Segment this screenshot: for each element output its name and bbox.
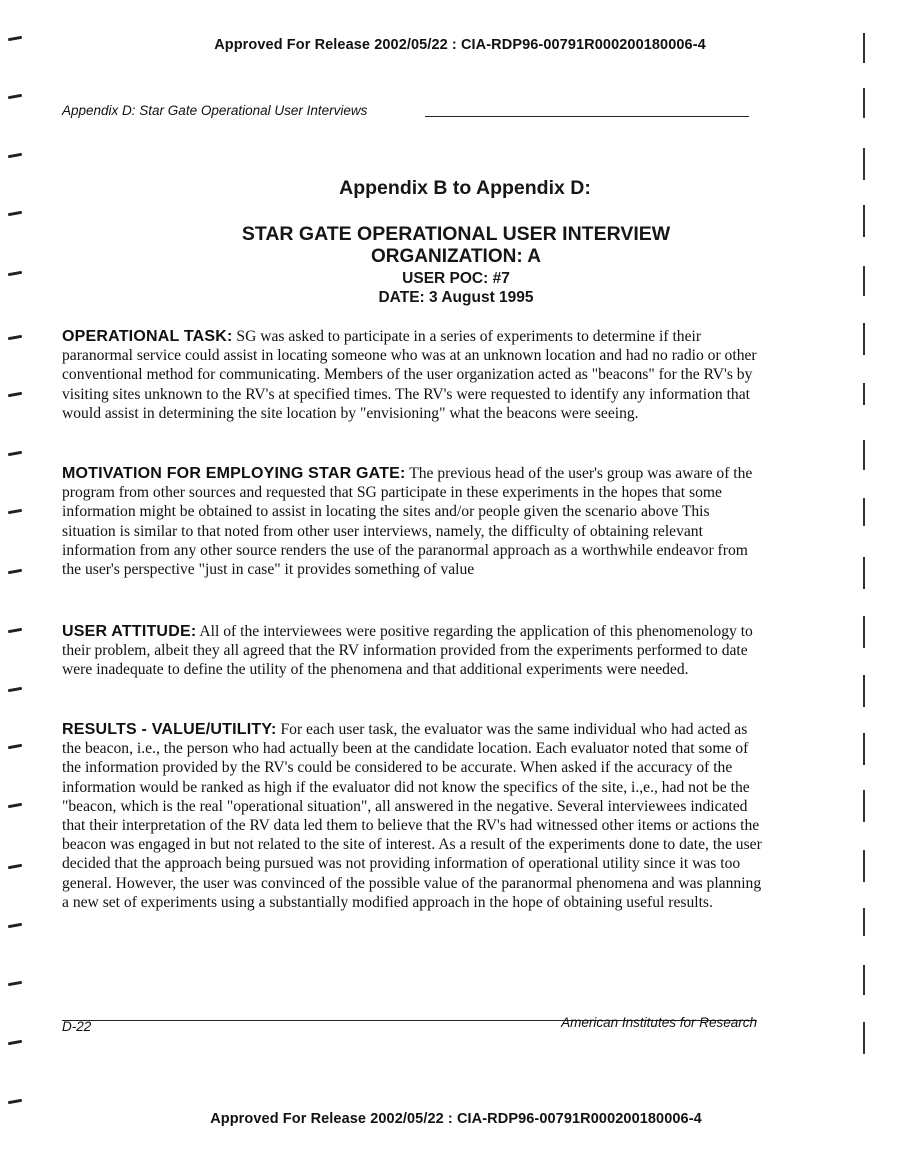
section-user-attitude (62, 622, 762, 680)
user-poc-line: USER POC: #7 (402, 270, 510, 287)
scan-mark (8, 744, 22, 749)
scan-mark (863, 557, 865, 589)
scan-mark (863, 1022, 865, 1054)
scan-mark (863, 440, 865, 470)
section-label: OPERATIONAL TASK: (62, 328, 233, 345)
scan-mark (863, 616, 865, 648)
scan-mark (8, 803, 22, 808)
scan-mark (863, 850, 865, 882)
scan-mark (8, 451, 22, 456)
date-line: DATE: 3 August 1995 (378, 289, 534, 306)
scan-mark (863, 148, 865, 180)
section-text: SG was asked to participate in a series of experiments to determine if their paranormal service could assist in locating someone who was at an unknown location and had no radio or other conventional method for communicating. Members of the user organization acted as "beacons" for the RV's by visiting sites unknown to the RV's at specified times. The RV's were requested to identify any information that would assist in determining the site location by "envisioning" what the beacons were seeing. (62, 328, 757, 422)
section-motivation (62, 464, 762, 579)
scan-mark (8, 1099, 22, 1104)
scan-mark (8, 94, 22, 99)
scan-mark (863, 675, 865, 707)
footer-organization: American Institutes for Research (561, 1015, 757, 1030)
section-operational-task (62, 327, 762, 423)
scan-mark (863, 965, 865, 995)
section-label: USER ATTITUDE: (62, 623, 197, 640)
scan-mark (8, 569, 22, 574)
appendix-title: Appendix B to Appendix D: (339, 177, 591, 199)
scan-mark (8, 509, 22, 514)
scan-mark (863, 733, 865, 765)
organization-line: ORGANIZATION: A (371, 246, 541, 267)
scan-mark (863, 498, 865, 526)
scan-mark (8, 864, 22, 869)
section-text: For each user task, the evaluator was the same individual who had acted as the beacon, i.e., the person who had actually been at the candidate location. Each evaluator noted that some of the information provided by the RV's could be considered to be accurate. When asked if the accuracy of the information would be ranked as high if the evaluator did not know the specifics of the site, i.,e., had not be the "beacon, which is the real "operational situation", all answered in the negative. Several interviewees indicated that their interpretation of the RV data led them to believe that the RV's had witnessed other items or actions the beacon was engaged in but not related to the site of interest. As a result of the experiments done to date, the user decided that the approach being pursued was not providing information of operational utility since it was too general. However, the user was convinced of the possible value of the paranormal phenomena and was planning a new set of experiments using a substantially modified approach in the hope of obtaining useful results. (62, 721, 762, 911)
running-head: Appendix D: Star Gate Operational User Interviews (62, 103, 368, 118)
scan-mark (8, 687, 22, 692)
scan-mark (8, 923, 22, 928)
scan-mark (8, 153, 22, 158)
interview-title: STAR GATE OPERATIONAL USER INTERVIEW (241, 223, 671, 245)
scan-mark (863, 323, 865, 355)
page-number: D-22 (62, 1019, 92, 1034)
section-label: MOTIVATION FOR EMPLOYING STAR GATE: (62, 465, 406, 482)
scan-mark (8, 981, 22, 986)
scan-mark (8, 1040, 22, 1045)
scan-mark (8, 392, 22, 397)
scan-mark (8, 335, 22, 340)
section-label: RESULTS - VALUE/UTILITY: (62, 721, 277, 738)
scan-mark (8, 628, 22, 633)
release-stamp-bottom: Approved For Release 2002/05/22 : CIA-RDP96-00791R000200180006-4 (210, 1111, 702, 1127)
release-stamp-top: Approved For Release 2002/05/22 : CIA-RDP96-00791R000200180006-4 (214, 37, 706, 53)
section-text: All of the interviewees were positive regarding the application of this phenomenology to their problem, albeit they all agreed that the RV information provided from the experiments performed to date were inadequate to define the utility of the phenomena and that additional experiments were needed. (62, 623, 753, 679)
section-text: The previous head of the user's group was aware of the program from other sources and requested that SG participate in these experiments in the hopes that some information might be obtained to assist in locating the sites and/or people given the scenario above This situation is similar to that noted from other user interviews, namely, the difficulty of obtaining relevant information from any other source renders the use of the paranormal approach as a worthwhile endeavor from the user's perspective "just in case" it provides something of value (62, 465, 753, 579)
scan-mark (863, 88, 865, 118)
scan-mark (863, 383, 865, 405)
running-head-rule (425, 116, 749, 117)
scan-mark (8, 211, 22, 216)
section-results (62, 720, 762, 912)
scan-mark (863, 790, 865, 822)
scan-mark (863, 908, 865, 936)
